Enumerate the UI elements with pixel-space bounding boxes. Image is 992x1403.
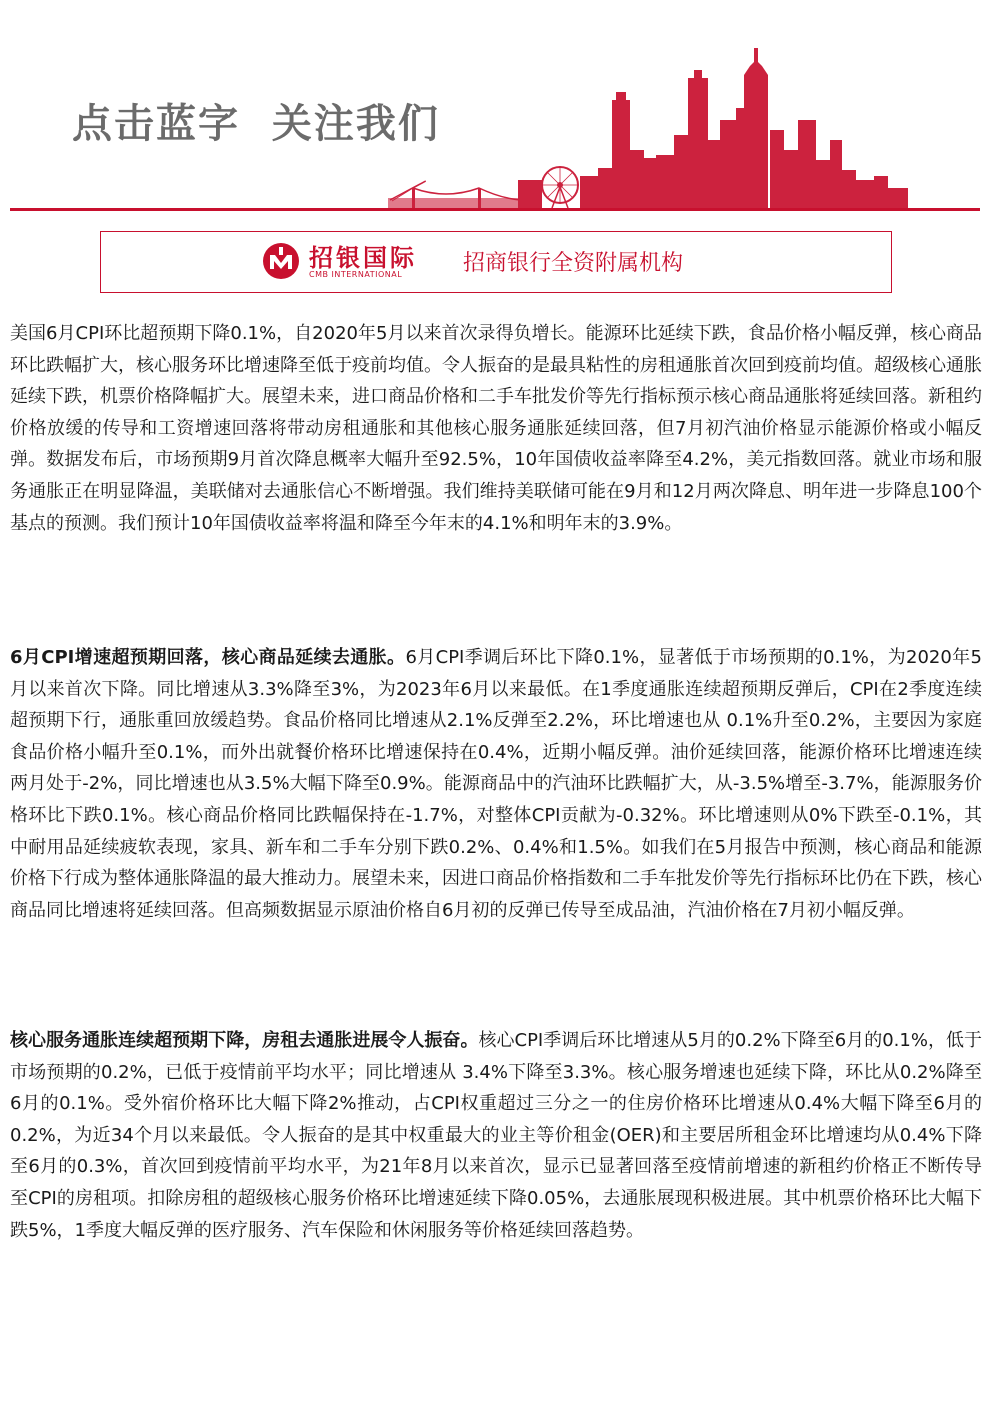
follow-us-slogan[interactable]: 点击蓝字 关注我们 [72, 101, 440, 147]
paragraph-body: 核心CPI季调后环比增速从5月的0.2%下降至6月的0.1%，低于市场预期的0.2%，已低于疫情前平均水平；同比增速从 3.4%下降至3.3%。核心服务增速也延续下降，环比从0.2%降至6月的0.1%。受外宿价格环比大幅下降2%推动，占CPI权重超过三分之一的住房价格环比增速从0.4%大幅下降至6月的0.2%，为近34个月以来最低。令人振奋的是其中权重最大的业主等价租金(OER)和主要居所租金环比增速均从0.4%下降至6月的0.3%，首次回到疫情前平均水平，为21年8月以来首次，显示已显著回落至疫情前增速的新租约价格正不断传导至CPI的房租项。扣除房租的超级核心服务价格环比增速延续下降0.05%，去通胀展现积极进展。其中机票价格环比大幅下跌5%，1季度大幅反弹的医疗服务、汽车保险和休闲服务等价格延续回落趋势。 [10, 1030, 982, 1241]
logo-text-cn: 招银国际 [309, 244, 417, 272]
page-header [0, 0, 992, 215]
paragraph-lead: 核心服务通胀连续超预期下降，房租去通胀进展令人振奋。 [10, 1030, 479, 1051]
paragraph-body: 美国6月CPI环比超预期下降0.1%，自2020年5月以来首次录得负增长。能源环比延续下跌，食品价格小幅反弹，核心商品环比跌幅扩大，核心服务环比增速降至低于疫前均值。令人振奋的是最具粘性的房租通胀首次回到疫前均值。超级核心通胀延续下跌，机票价格降幅扩大。展望未来，进口商品价格和二手车批发价等先行指标预示核心商品通胀将延续回落。新租约价格放缓的传导和工资增速回落将带动房租通胀和其他核心服务通胀延续回落，但7月初汽油价格显示能源价格或小幅反弹。数据发布后，市场预期9月首次降息概率大幅升至92.5%，10年国债收益率降至4.2%，美元指数回落。就业市场和服务通胀正在明显降温，美联储对去通胀信心不断增强。我们维持美联储可能在9月和12月两次降息、明年进一步降息100个基点的预测。我们预计10年国债收益率将温和降至今年末的4.1%和明年末的3.9%。 [10, 323, 982, 534]
paragraph-summary [10, 318, 982, 539]
brand-banner [100, 231, 892, 293]
paragraph-body: 6月CPI季调后环比下降0.1%，显著低于市场预期的0.1%，为2020年5月以来首次下降。同比增速从3.3%降至3%，为2023年6月以来最低。在1季度通胀连续超预期反弹后，CPI在2季度连续超预期下行，通胀重回放缓趋势。食品价格同比增速从2.1%反弹至2.2%，环比增速也从 0.1%升至0.2%，主要因为家庭食品价格小幅升至0.1%，而外出就餐价格环比增速保持在0.4%，近期小幅反弹。油价延续回落，能源价格环比增速连续两月处于-2%，同比增速也从3.5%大幅下降至0.9%。能源商品中的汽油环比跌幅扩大，从-3.5%增至-3.7%，能源服务价格环比下跌0.1%。核心商品价格同比跌幅保持在-1.7%，对整体CPI贡献为-0.32%。环比增速则从0%下跌至-0.1%，其中耐用品延续疲软表现，家具、新车和二手车分别下跌0.2%、0.4%和1.5%。如我们在5月报告中预测，核心商品和能源价格下行成为整体通胀降温的最大推动力。展望未来，因进口商品价格指数和二手车批发价等先行指标环比仍在下跌，核心商品同比增速将延续回落。但高频数据显示原油价格自6月初的反弹已传导至成品油，汽油价格在7月初小幅反弹。 [10, 647, 983, 921]
paragraph-lead: 6月CPI增速超预期回落，核心商品延续去通胀。 [10, 647, 406, 668]
banner-tagline: 招商银行全资附属机构 [463, 251, 684, 276]
city-skyline-illustration [0, 0, 992, 215]
paragraph-core-services [10, 1025, 982, 1246]
header-divider [10, 208, 980, 211]
cmb-logo-icon [261, 241, 301, 281]
logo-text-en: CMB INTERNATIONAL [309, 270, 403, 279]
paragraph-cpi-goods [10, 642, 982, 926]
